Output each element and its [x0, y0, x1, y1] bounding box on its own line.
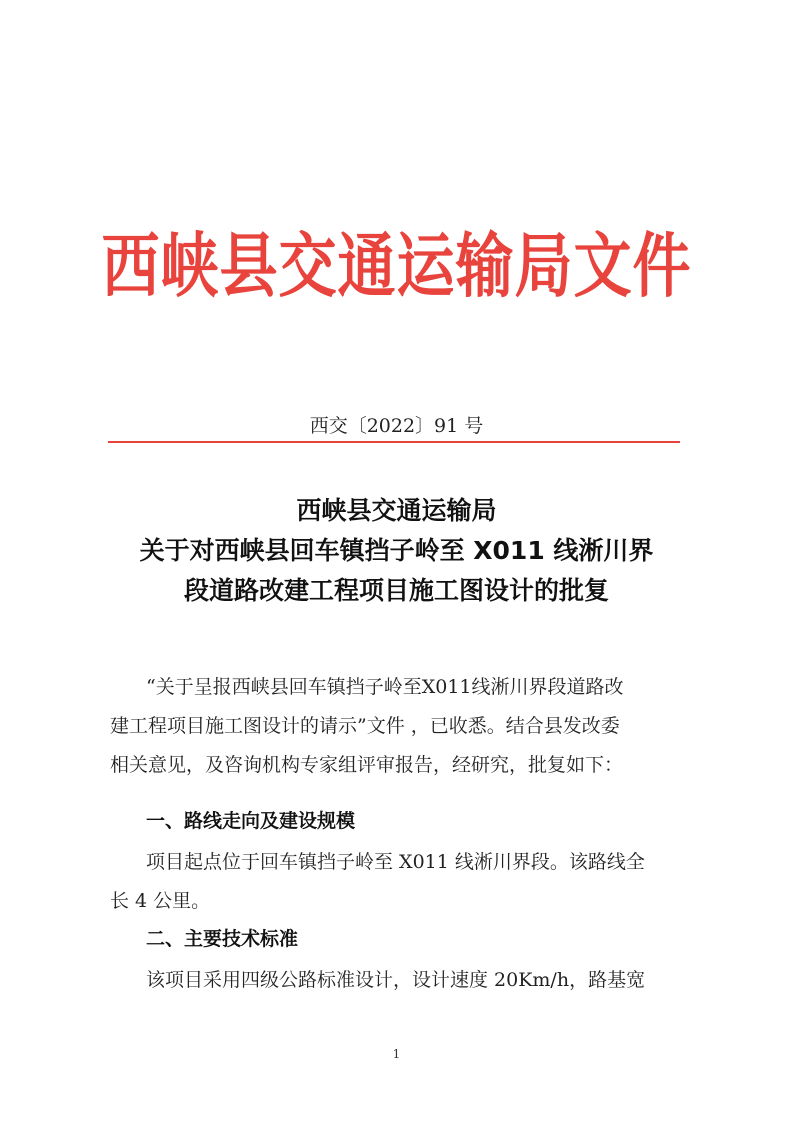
- section-heading-route: 一、路线走向及建设规模: [146, 810, 356, 832]
- document-title: [0, 491, 793, 611]
- title-line-2: 关于对西峡县回车镇挡子岭至 X011 线淅川界: [139, 536, 654, 565]
- document-number: 西交〔2022〕91 号: [309, 415, 484, 437]
- intro-paragraph: [110, 668, 685, 785]
- route-line-2: 长 4 公里。: [110, 890, 211, 912]
- title-line-3: 段道路改建工程项目施工图设计的批复: [183, 576, 609, 605]
- intro-line-2: 建工程项目施工图设计的请示”文件 ，已收悉。结合县发改委: [110, 715, 620, 737]
- intro-line-1: “关于呈报西峡县回车镇挡子岭至X011线淅川界段道路改: [146, 676, 624, 698]
- intro-line-3: 相关意见，及咨询机构专家组评审报告，经研究，批复如下：: [110, 754, 624, 776]
- route-line-1: 项目起点位于回车镇挡子岭至 X011 线淅川界段。该路线全: [146, 851, 645, 873]
- red-header-title: 西峡县交通运输局文件: [101, 225, 692, 307]
- standards-paragraph: [110, 961, 685, 1000]
- standards-line-1: 该项目采用四级公路标准设计，设计速度 20Km/h，路基宽: [146, 969, 646, 991]
- route-paragraph: [110, 843, 685, 921]
- title-line-1: 西峡县交通运输局: [296, 496, 497, 525]
- section-heading-standards: 二、主要技术标准: [146, 928, 299, 950]
- page-number: 1: [392, 1047, 401, 1061]
- red-separator-line: [108, 441, 680, 443]
